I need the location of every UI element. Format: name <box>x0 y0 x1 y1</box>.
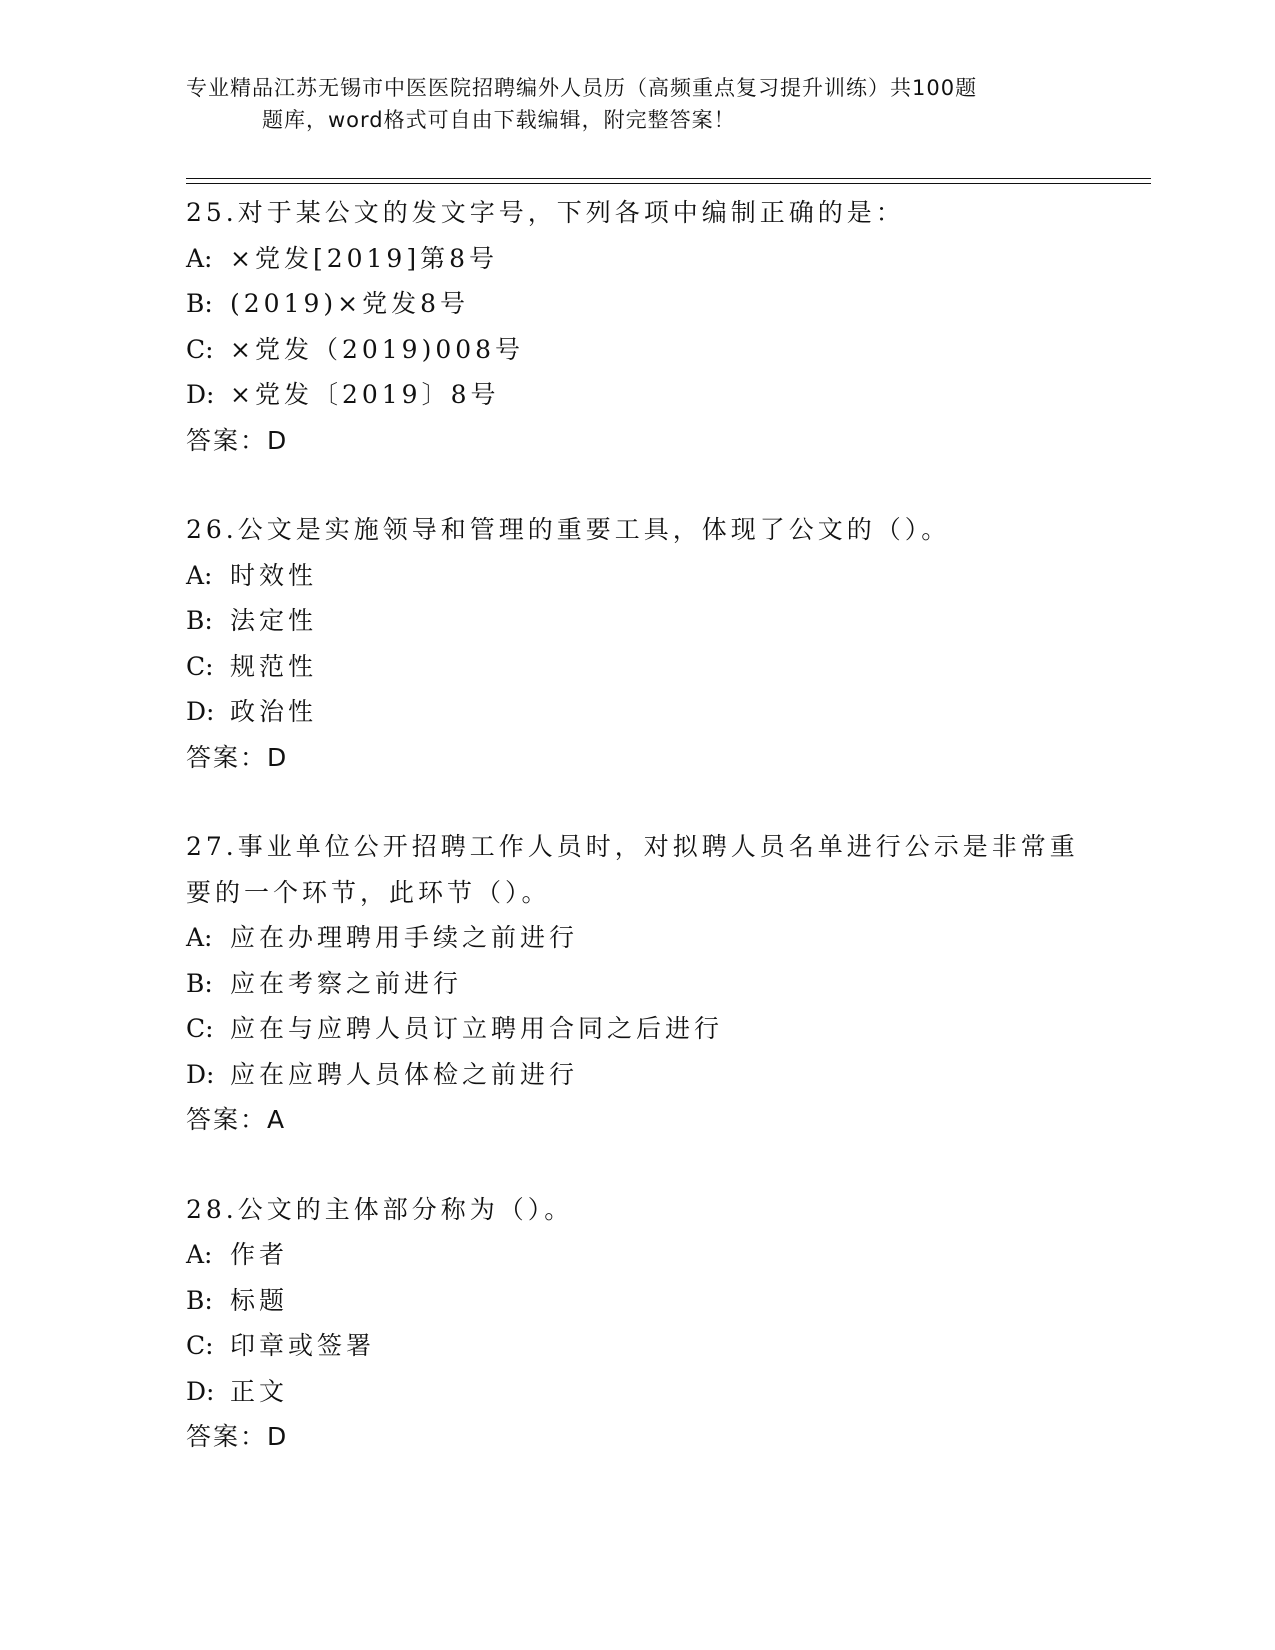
option-key: C: <box>186 1014 214 1043</box>
document-header <box>186 72 1086 136</box>
option-d <box>186 372 1086 418</box>
option-d <box>186 1052 1086 1098</box>
answer-line: 答案：A <box>186 1105 287 1134</box>
option-c <box>186 327 1086 373</box>
option-b <box>186 1278 1086 1324</box>
option-a <box>186 553 1086 599</box>
answer-line: 答案：D <box>186 1422 289 1451</box>
option-text: 规范性 <box>230 651 318 681</box>
option-key: B: <box>186 968 213 998</box>
option-text: 时效性 <box>230 560 318 590</box>
option-d <box>186 1369 1086 1415</box>
option-key: A: <box>186 1240 213 1269</box>
option-b <box>186 961 1086 1007</box>
option-key: A: <box>186 560 213 590</box>
question-25 <box>186 190 1086 463</box>
option-text: ×党发（2019)008号 <box>230 334 525 364</box>
header-divider-top <box>186 178 1151 179</box>
option-key: B: <box>186 1285 213 1315</box>
option-key: D: <box>186 1059 215 1089</box>
option-text: 应在与应聘人员订立聘用合同之后进行 <box>230 1014 724 1043</box>
option-key: C: <box>186 334 214 364</box>
question-list <box>186 190 1086 1504</box>
answer-line: 答案：D <box>186 742 289 772</box>
option-a <box>186 1232 1086 1278</box>
question-26 <box>186 507 1086 780</box>
option-text: 法定性 <box>230 606 318 635</box>
option-text: 应在应聘人员体检之前进行 <box>230 1059 579 1089</box>
question-stem: 25.对于某公文的发文字号，下列各项中编制正确的是： <box>186 198 905 227</box>
option-text: 标题 <box>230 1285 289 1315</box>
option-key: D: <box>186 697 215 726</box>
option-b <box>186 281 1086 327</box>
option-text: 作者 <box>230 1240 289 1269</box>
question-stem: 27.事业单位公开招聘工作人员时，对拟聘人员名单进行公示是非常重要的一个环节，此环节（）。 <box>186 832 1079 907</box>
option-text: ×党发[2019]第8号 <box>230 243 498 273</box>
question-stem: 28.公文的主体部分称为（）。 <box>186 1194 574 1224</box>
option-text: 应在办理聘用手续之前进行 <box>230 923 579 952</box>
option-text: 正文 <box>230 1376 289 1406</box>
option-text: (2019)×党发8号 <box>230 289 469 318</box>
option-c <box>186 1323 1086 1369</box>
question-stem: 26.公文是实施领导和管理的重要工具，体现了公文的（）。 <box>186 515 951 544</box>
option-a <box>186 915 1086 961</box>
option-key: D: <box>186 1376 215 1406</box>
option-b <box>186 598 1086 644</box>
option-key: C: <box>186 651 214 681</box>
answer-line: 答案：D <box>186 425 289 455</box>
option-c <box>186 644 1086 690</box>
option-text: ×党发〔2019〕8号 <box>230 380 500 409</box>
header-divider-bottom <box>186 183 1151 184</box>
option-text: 应在考察之前进行 <box>230 968 463 998</box>
header-title-line-1: 专业精品江苏无锡市中医医院招聘编外人员历（高频重点复习提升训练）共100题 <box>186 76 978 100</box>
question-28 <box>186 1187 1086 1460</box>
option-text: 政治性 <box>230 697 318 726</box>
question-27 <box>186 824 1086 1143</box>
option-key: D: <box>186 380 215 409</box>
option-key: B: <box>186 606 213 635</box>
option-d <box>186 689 1086 735</box>
option-c <box>186 1006 1086 1052</box>
option-key: C: <box>186 1331 214 1360</box>
header-title-line-2: 题库，word格式可自由下载编辑，附完整答案！ <box>262 108 736 132</box>
option-key: B: <box>186 289 213 318</box>
option-text: 印章或签署 <box>230 1331 376 1360</box>
option-a <box>186 236 1086 282</box>
option-key: A: <box>186 923 213 952</box>
option-key: A: <box>186 243 213 273</box>
